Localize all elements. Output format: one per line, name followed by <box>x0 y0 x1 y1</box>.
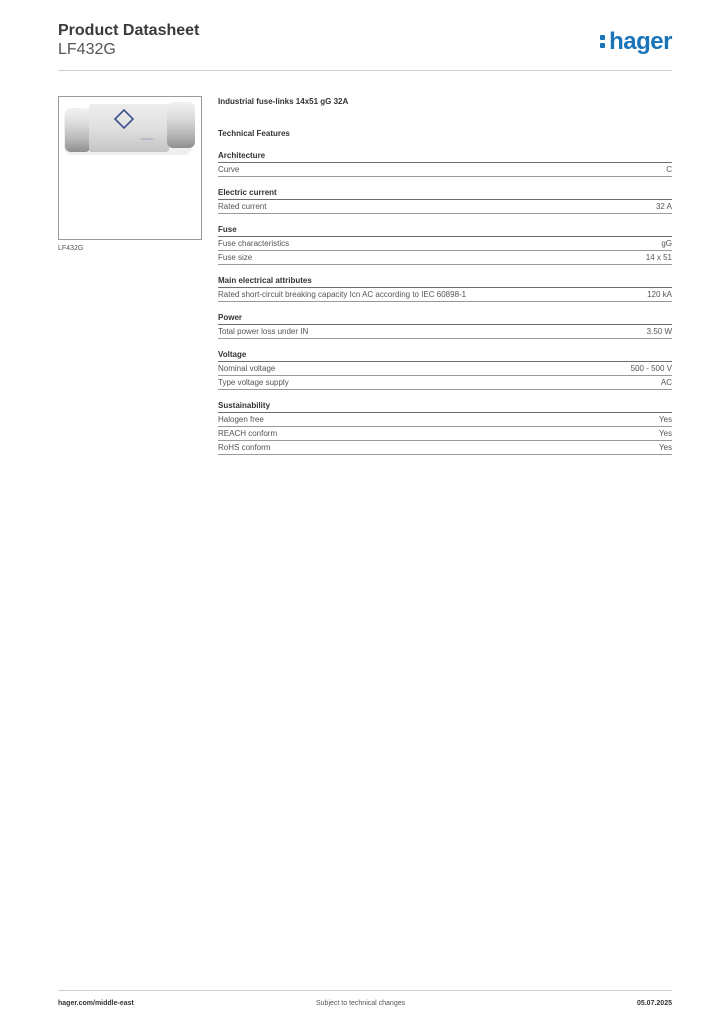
section-title: Power <box>218 312 672 325</box>
spec-row <box>218 237 672 251</box>
section-title: Voltage <box>218 349 672 362</box>
product-name: Industrial fuse-links 14x51 gG 32A <box>218 97 349 106</box>
spec-value: 14 x 51 <box>645 253 672 262</box>
technical-features-heading: Technical Features <box>218 129 290 138</box>
section-voltage <box>218 349 672 390</box>
spec-label: Fuse size <box>218 253 253 262</box>
spec-value: 500 - 500 V <box>630 364 672 373</box>
spec-label: REACH conform <box>218 429 278 438</box>
section-title: Architecture <box>218 150 672 163</box>
image-caption: LF432G <box>58 245 84 252</box>
spec-label: Halogen free <box>218 415 264 424</box>
spec-label: Rated current <box>218 202 267 211</box>
spec-value: AC <box>660 378 672 387</box>
hager-logo <box>600 28 672 56</box>
document-title: Product Datasheet <box>58 22 200 39</box>
spec-label: Nominal voltage <box>218 364 276 373</box>
spec-value: Yes <box>658 443 672 452</box>
spec-row <box>218 200 672 214</box>
section-title: Sustainability <box>218 400 672 413</box>
spec-row <box>218 288 672 302</box>
section-fuse <box>218 224 672 265</box>
spec-row <box>218 163 672 177</box>
spec-value: gG <box>661 239 672 248</box>
section-title: Fuse <box>218 224 672 237</box>
spec-label: Curve <box>218 165 240 174</box>
spec-label: Total power loss under IN <box>218 327 309 336</box>
spec-value: 3.50 W <box>646 327 672 336</box>
spec-label: Rated short-circuit breaking capacity Icn AC according to IEC 60898-1 <box>218 290 467 299</box>
product-reference: LF432G <box>58 41 116 58</box>
spec-row <box>218 376 672 390</box>
logo-text: hager <box>609 28 672 55</box>
page-header <box>58 22 672 71</box>
section-architecture <box>218 150 672 177</box>
spec-row <box>218 427 672 441</box>
section-electric-current <box>218 187 672 214</box>
footer-notice: Subject to technical changes <box>316 1000 406 1007</box>
product-image <box>58 96 202 240</box>
section-power <box>218 312 672 339</box>
spec-value: C <box>666 165 672 174</box>
logo-colon-icon <box>600 33 606 49</box>
footer-website: hager.com/middle-east <box>58 1000 134 1007</box>
footer-date: 05.07.2025 <box>636 1000 672 1007</box>
spec-row <box>218 325 672 339</box>
spec-row <box>218 413 672 427</box>
fuse-link-product-photo <box>59 97 201 239</box>
spec-row <box>218 441 672 455</box>
spec-row <box>218 251 672 265</box>
spec-row <box>218 362 672 376</box>
spec-value: Yes <box>658 429 672 438</box>
section-title: Electric current <box>218 187 672 200</box>
spec-value: 32 A <box>655 202 672 211</box>
spec-value: Yes <box>658 415 672 424</box>
spec-label: Type voltage supply <box>218 378 289 387</box>
spec-value: 120 kA <box>647 290 672 299</box>
technical-content <box>218 96 672 465</box>
section-sustainability <box>218 400 672 455</box>
section-main-electrical-attributes <box>218 275 672 302</box>
section-title: Main electrical attributes <box>218 275 672 288</box>
spec-label: Fuse characteristics <box>218 239 290 248</box>
spec-label: RoHS conform <box>218 443 271 452</box>
page-footer <box>58 990 672 1015</box>
